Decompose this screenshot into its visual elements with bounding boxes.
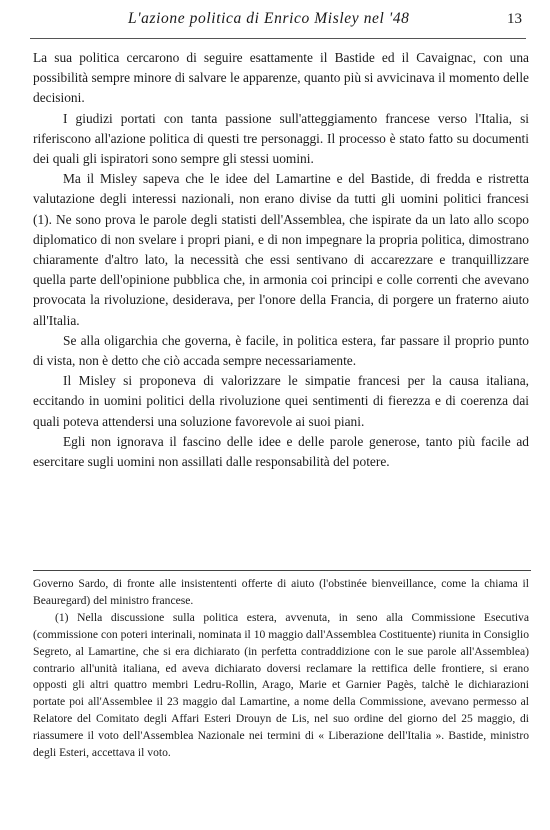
footnotes (33, 576, 529, 762)
paragraph-6: Egli non ignorava il fascino delle idee e delle parole generose, tanto più facile ad esercitare sugli uomini non assillati dalle responsabilità del potere. (33, 433, 529, 470)
paragraph-1: La sua politica cercarono di seguire esattamente il Bastide ed il Cavaignac, con una possibilità sempre minore di salvare le apparenze, quanto più si avvicinava il momento delle decisioni. (33, 50, 529, 106)
paragraph-2: I giudizi portati con tanta passione sull'atteggiamento francese verso l'Italia, si riferiscono all'azione politica di questi tre personaggi. Il processo è stato fatto su documenti dei quali gli ispiratori sono sempre gli stessi uomini. (33, 110, 529, 167)
header-rule (30, 38, 526, 39)
paragraph-5: Il Misley si proponeva di valorizzare le simpatie francesi per la causa italiana, eccitando in uomini politici della rivoluzione quei sentimenti di fierezza e di coerenza dai quali poteva attendersi una soluzione favorevole ai suoi piani. (33, 373, 529, 429)
paragraph-4: Se alla oligarchia che governa, è facile, in politica estera, far passare il proprio punto di vista, non è detto che ciò accada sempre necessariamente. (33, 332, 529, 369)
main-text (33, 48, 529, 472)
page-header (0, 8, 550, 34)
footnote-continuation: Governo Sardo, di fronte alle insistententi offerte di aiuto (l'obstinée bienveillance, come la chiama il Beauregard) del ministro francese. (33, 577, 529, 607)
footnote-rule (33, 570, 531, 571)
paragraph-3: Ma il Misley sapeva che le idee del Lamartine e del Bastide, di fredda e ristretta valutazione degli interessi nazionali, non erano divise da tutti gli uomini politici francesi (1). Ne sono prova le parole degli statisti dell'Assemblea, che ispirate da un lato allo scopo diplomatico di non svelare i propri piani, e di non impegnare la propria politica, dimostrano chiaramente d'altro lato, la necessità che essi sentivano di accarezzare e tranquillizzare quella parte dell'opinione pubblica che, in armonia coi principi e colle correnti che avevano provocata la rivoluzione, desiderava, per l'onore della Francia, di porgere un fraterno aiuto all'Italia. (33, 171, 529, 328)
footnote-1: (1) Nella discussione sulla politica estera, avvenuta, in seno alla Commissione Esecutiva (commissione con poteri interinali, nominata il 10 maggio dall'Assemblea Costituente) riunita in Consiglio Segreto, al Lamartine, che si era dichiarato (in perfetta contraddizione con le sue parole all'Assemblea) contrario all'unità italiana, ed aveva dichiarato doversi reclamare la rettifica delle frontiere, si erano opposti gli altri quattro membri Ledru-Rollin, Arago, Marie et Garnier Pagès, talchè le dichiarazioni portate poi all'Assemblee il 23 maggio dal Lamartine, a nome della Commissione, avevano permesso al Relatore del Comitato degli Affari Esteri Drouyn de Lis, nel suo ordine del giorno del 25 maggio, di riassumere il voto dell'Assemblea Nazionale nei termini di « Liberazione dell'Italia ». Bastide, ministro degli Esteri, accettava il voto. (33, 610, 529, 760)
page-number: 13 (507, 11, 522, 27)
running-title: L'azione politica di Enrico Misley nel '48 (128, 10, 410, 27)
